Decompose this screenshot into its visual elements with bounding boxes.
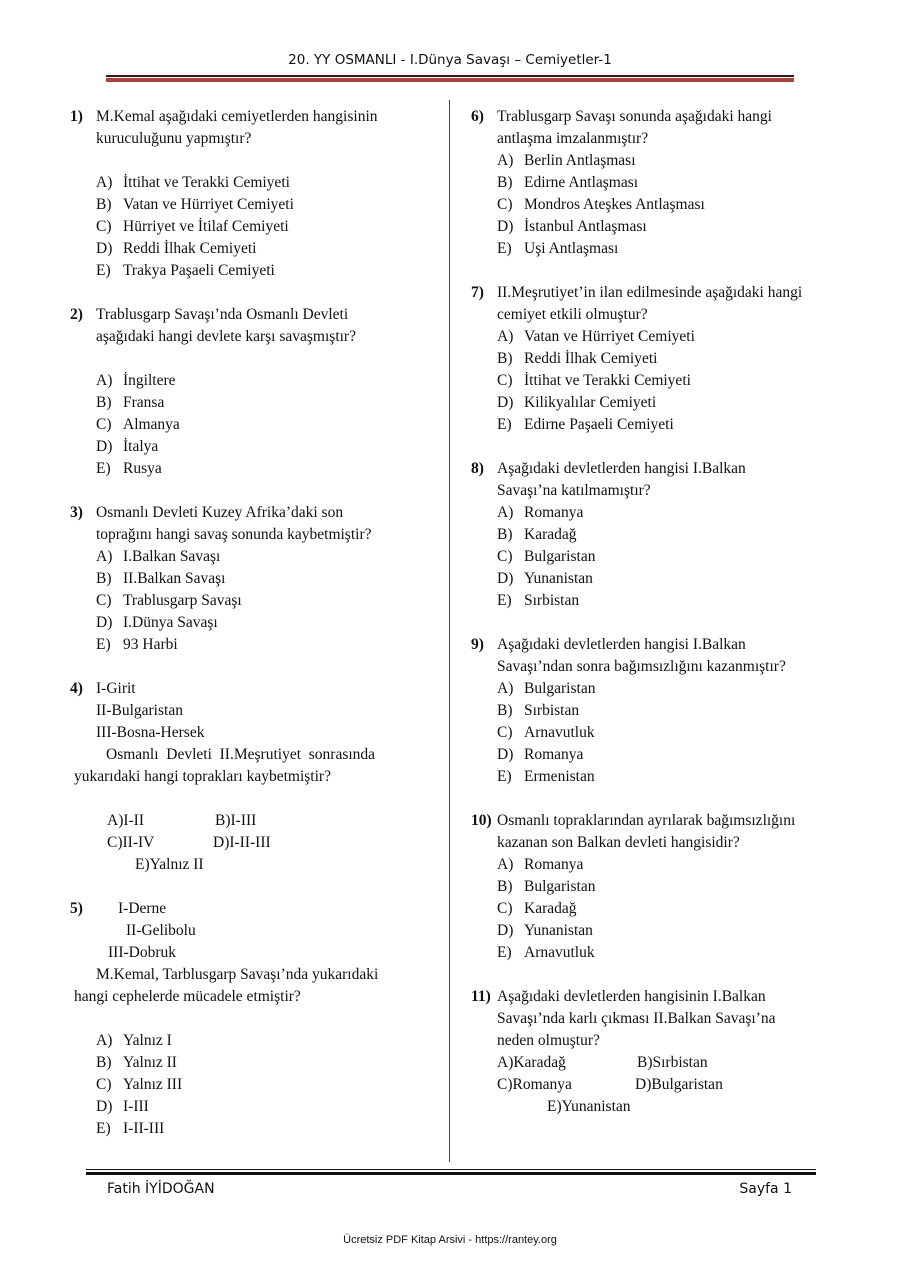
question-number: 3) [70, 504, 83, 521]
answer-option: D) Kilikyalılar Cemiyeti [497, 394, 657, 411]
answer-option: A) Berlin Antlaşması [497, 152, 636, 169]
answer-option: D) Romanya [497, 746, 584, 763]
question-stem: M.Kemal aşağıdaki cemiyetlerden hangisinin [96, 108, 378, 125]
left-column [70, 106, 440, 1140]
footer-rule-thick [86, 1172, 816, 1175]
answer-option: A) I.Balkan Savaşı [96, 548, 221, 565]
question-8 [471, 458, 841, 612]
question-stem: Aşağıdaki devletlerden hangisinin I.Balkan [497, 988, 766, 1005]
answer-option: C) Almanya [96, 416, 180, 433]
answer-option: D) İstanbul Antlaşması [497, 218, 647, 235]
question-stem: yukarıdaki hangi toprakları kaybetmiştir? [74, 768, 331, 785]
answer-option: B)Sırbistan [637, 1054, 708, 1071]
answer-option: C) Mondros Ateşkes Antlaşması [497, 196, 705, 213]
answer-option: D) Reddi İlhak Cemiyeti [96, 240, 257, 257]
question-number: 8) [471, 460, 484, 477]
header-accent-rule [106, 78, 794, 82]
answer-option: D)I-II-III [213, 834, 271, 851]
answer-option: D) Yunanistan [497, 570, 593, 587]
question-stem: Savaşı’na katılmamıştır? [497, 482, 651, 499]
answer-option: D) İtalya [96, 438, 159, 455]
right-column [471, 106, 841, 1118]
question-9 [471, 634, 841, 788]
question-10 [471, 810, 841, 964]
question-number: 4) [70, 680, 83, 697]
roman-item: III-Dobruk [108, 944, 177, 961]
answer-option: C) İttihat ve Terakki Cemiyeti [497, 372, 691, 389]
question-stem: Trablusgarp Savaşı’nda Osmanlı Devleti [96, 306, 349, 323]
question-stem: M.Kemal, Tarblusgarp Savaşı’nda yukarıdaki [96, 966, 379, 983]
question-7 [471, 282, 841, 436]
question-11 [471, 986, 841, 1118]
roman-item: I-Girit [96, 680, 136, 697]
question-stem: Trablusgarp Savaşı sonunda aşağıdaki hangi [497, 108, 772, 125]
footer-page-number: Sayfa 1 [739, 1181, 792, 1197]
answer-option: A)Karadağ [497, 1054, 566, 1071]
question-1 [70, 106, 440, 282]
answer-option: B) Karadağ [497, 526, 577, 543]
answer-option: E)Yunanistan [547, 1098, 631, 1115]
answer-option: E) 93 Harbi [96, 636, 178, 653]
question-stem: Osmanlı Devleti II.Meşrutiyet sonrasında [106, 746, 376, 763]
answer-option: E) Rusya [96, 460, 162, 477]
question-number: 5) [70, 900, 83, 917]
roman-item: II-Gelibolu [126, 922, 196, 939]
question-5 [70, 898, 440, 1140]
answer-option: B) Reddi İlhak Cemiyeti [497, 350, 658, 367]
answer-option: D)Bulgaristan [635, 1076, 723, 1093]
roman-item: III-Bosna-Hersek [96, 724, 205, 741]
answer-option: E) Sırbistan [497, 592, 580, 609]
question-stem: toprağını hangi savaş sonunda kaybetmiştir? [96, 526, 372, 543]
question-2 [70, 304, 440, 480]
answer-option: B) Vatan ve Hürriyet Cemiyeti [96, 196, 294, 213]
answer-option: B) Yalnız II [96, 1054, 177, 1071]
answer-option: B) Edirne Antlaşması [497, 174, 639, 191]
answer-option: E) Arnavutluk [497, 944, 595, 961]
answer-option: E)Yalnız II [135, 856, 204, 873]
footer-rule [86, 1169, 816, 1170]
answer-option: D) I-III [96, 1098, 149, 1115]
answer-option: C) Arnavutluk [497, 724, 595, 741]
question-stem: cemiyet etkili olmuştur? [497, 306, 648, 323]
question-stem: Osmanlı Devleti Kuzey Afrika’daki son [96, 504, 344, 521]
answer-option: B) Sırbistan [497, 702, 580, 719]
footer-author: Fatih İYİDOĞAN [107, 1181, 215, 1197]
answer-option: E) Ermenistan [497, 768, 595, 785]
answer-option: C)Romanya [497, 1076, 572, 1093]
answer-option: E) Edirne Paşaeli Cemiyeti [497, 416, 674, 433]
answer-option: A) İttihat ve Terakki Cemiyeti [96, 174, 290, 191]
answer-option: C)II-IV [107, 834, 155, 851]
column-divider [449, 100, 450, 1162]
question-3 [70, 502, 440, 656]
answer-option: A) Vatan ve Hürriyet Cemiyeti [497, 328, 695, 345]
answer-option: D) Yunanistan [497, 922, 593, 939]
question-stem: Savaşı’ndan sonra bağımsızlığını kazanmıştır? [497, 658, 786, 675]
answer-option: C) Karadağ [497, 900, 577, 917]
question-stem: kazanan son Balkan devleti hangisidir? [497, 834, 740, 851]
answer-option: D) I.Dünya Savaşı [96, 614, 218, 631]
header-rule [106, 75, 794, 77]
question-stem: Aşağıdaki devletlerden hangisi I.Balkan [497, 636, 746, 653]
question-number: 9) [471, 636, 484, 653]
question-number: 11) [471, 988, 491, 1005]
answer-option: A) Romanya [497, 504, 584, 521]
answer-option: B) Bulgaristan [497, 878, 596, 895]
question-stem: Savaşı’nda karlı çıkması II.Balkan Savaşı’na [497, 1010, 776, 1027]
question-stem: Osmanlı topraklarından ayrılarak bağımsızlığını [497, 812, 796, 829]
question-number: 2) [70, 306, 83, 323]
question-6 [471, 106, 841, 260]
answer-option: B) II.Balkan Savaşı [96, 570, 226, 587]
answer-option: C) Yalnız III [96, 1076, 183, 1093]
answer-option: A)I-II [107, 812, 145, 829]
question-number: 1) [70, 108, 83, 125]
page-header-title: 20. YY OSMANLI - I.Dünya Savaşı – Cemiyetler-1 [288, 52, 612, 68]
roman-item: I-Derne [118, 900, 167, 917]
question-stem: antlaşma imzalanmıştır? [497, 130, 649, 147]
question-stem: aşağıdaki hangi devlete karşı savaşmıştır? [96, 328, 356, 345]
question-stem: kuruculuğunu yapmıştır? [96, 130, 252, 147]
answer-option: C) Trablusgarp Savaşı [96, 592, 242, 609]
question-4 [70, 678, 440, 876]
site-note: Ücretsiz PDF Kitap Arsivi - https://rantey.org [343, 1234, 557, 1246]
question-number: 10) [471, 812, 492, 829]
question-number: 7) [471, 284, 484, 301]
question-stem: neden olmuştur? [497, 1032, 600, 1049]
question-stem: II.Meşrutiyet’in ilan edilmesinde aşağıdaki hangi [497, 284, 803, 301]
answer-option: B)I-III [215, 812, 257, 829]
answer-option: A) İngiltere [96, 372, 176, 389]
answer-option: A) Bulgaristan [497, 680, 596, 697]
answer-option: B) Fransa [96, 394, 165, 411]
roman-item: II-Bulgaristan [96, 702, 183, 719]
answer-option: C) Bulgaristan [497, 548, 596, 565]
answer-option: E) I-II-III [96, 1120, 165, 1137]
answer-option: C) Hürriyet ve İtilaf Cemiyeti [96, 218, 289, 235]
answer-option: A) Yalnız I [96, 1032, 172, 1049]
answer-option: A) Romanya [497, 856, 584, 873]
question-stem: hangi cephelerde mücadele etmiştir? [74, 988, 301, 1005]
answer-option: E) Trakya Paşaeli Cemiyeti [96, 262, 275, 279]
question-number: 6) [471, 108, 484, 125]
answer-option: E) Uşi Antlaşması [497, 240, 619, 257]
question-stem: Aşağıdaki devletlerden hangisi I.Balkan [497, 460, 746, 477]
